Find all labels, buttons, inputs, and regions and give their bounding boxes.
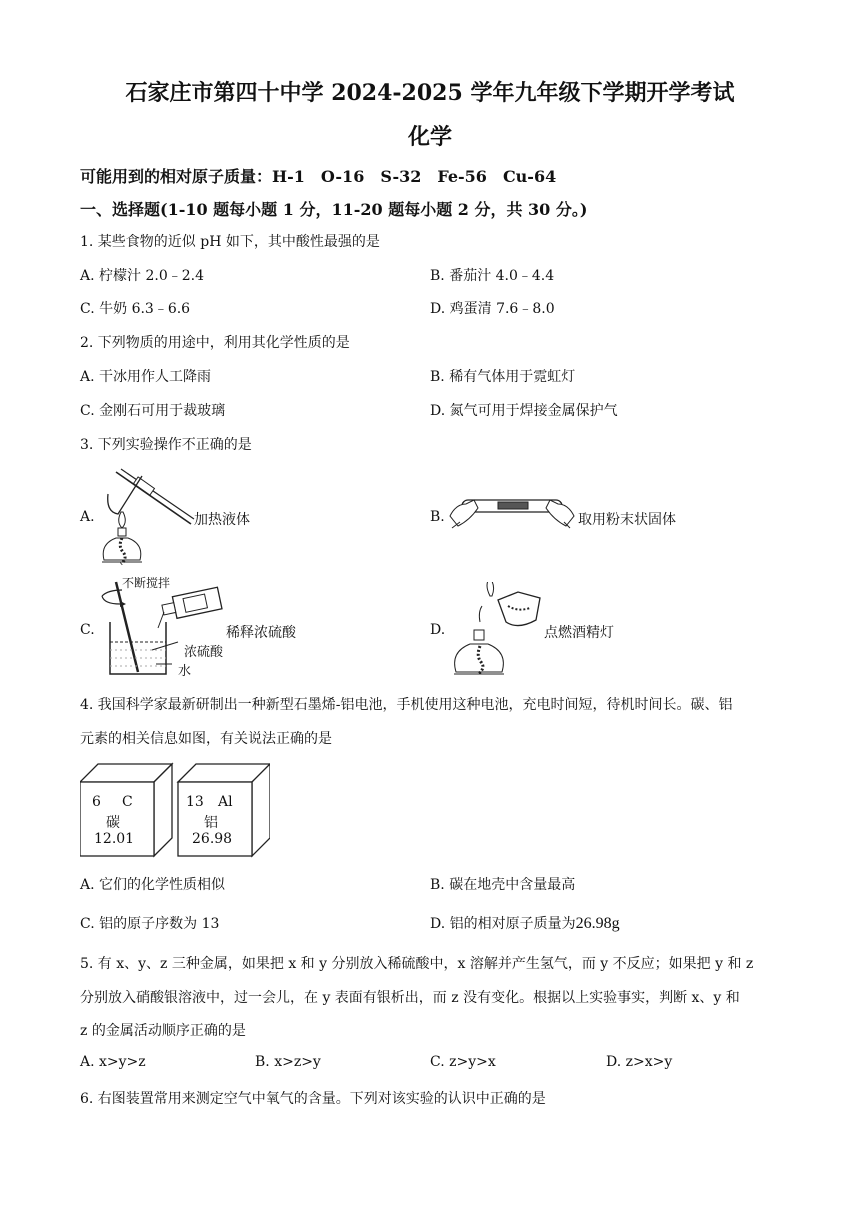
q5-option-d: D. z>x>y [606, 1054, 673, 1070]
q2-option-b: B. 稀有气体用于霓虹灯 [430, 369, 576, 385]
aluminum-number: 13 [186, 794, 204, 810]
aluminum-name: 铝 [204, 815, 218, 831]
q4-option-d-prefix: D. 铝的相对原子质量为 [430, 916, 576, 932]
q5-line1: 5. 有 x、y、z 三种金属，如果把 x 和 y 分别放入稀硫酸中，x 溶解并产生氢气，而 y 不反应；如果把 y 和 z [80, 956, 754, 972]
q1-option-c: C. 牛奶 6.3﹣6.6 [80, 301, 191, 317]
q3-label-stir: 不断搅拌 [122, 576, 171, 590]
q1-stem: 1. 某些食物的近似 pH 如下，其中酸性最强的是 [80, 234, 380, 250]
q3-option-a-letter: A. [80, 509, 95, 525]
q2-option-a: A. 干冰用作人工降雨 [80, 369, 212, 385]
atomic-mass-line: 可能用到的相对原子质量：H-1 O-16 S-32 Fe-56 Cu-64 [80, 167, 557, 186]
q3-label-acid: 浓硫酸 [184, 645, 224, 660]
q1-option-d: D. 鸡蛋清 7.6﹣8.0 [430, 301, 555, 317]
q5-line2: 分别放入硝酸银溶液中，过一会儿，在 y 表面有银析出，而 z 没有变化。根据以上实验事实，判断 x、y 和 [80, 990, 740, 1006]
q3-option-a-caption: 加热液体 [194, 512, 250, 528]
subject-title: 化学 [407, 124, 452, 150]
powder-solid-diagram [448, 486, 576, 536]
q1-option-b: B. 番茄汁 4.0﹣4.4 [430, 268, 555, 284]
light-lamp-diagram [448, 582, 548, 682]
q4-option-d-value: 26.98g [575, 915, 620, 932]
heating-liquid-diagram [96, 464, 196, 574]
q3-option-d-caption: 点燃酒精灯 [544, 625, 614, 641]
q6-stem: 6. 右图装置常用来测定空气中氧气的含量。下列对该实验的认识中正确的是 [80, 1091, 546, 1107]
q4-option-c: C. 铝的原子序数为 13 [80, 916, 220, 932]
q3-option-c-letter: C. [80, 622, 95, 638]
aluminum-symbol: Al [218, 794, 233, 810]
q5-option-c: C. z>y>x [430, 1054, 496, 1070]
q3-option-b-caption: 取用粉末状固体 [578, 512, 676, 528]
q5-line3: z 的金属活动顺序正确的是 [80, 1023, 246, 1039]
q3-stem: 3. 下列实验操作不正确的是 [80, 437, 252, 453]
q4-stem-line2: 元素的相关信息如图，有关说法正确的是 [80, 731, 332, 747]
q2-stem: 2. 下列物质的用途中，利用其化学性质的是 [80, 335, 350, 351]
q4-option-b: B. 碳在地壳中含量最高 [430, 877, 576, 893]
carbon-symbol: C [122, 794, 133, 810]
q5-option-b: B. x>z>y [255, 1054, 321, 1070]
q3-option-d-letter: D. [430, 622, 446, 638]
q4-option-d [430, 913, 620, 933]
carbon-mass: 12.01 [94, 831, 135, 847]
q4-stem-line1: 4. 我国科学家最新研制出一种新型石墨烯-铝电池，手机使用这种电池，充电时间短，待机时间长。碳、铝 [80, 697, 733, 713]
section-heading: 一、选择题(1-10 题每小题 1 分，11-20 题每小题 2 分，共 30 分。) [80, 200, 588, 219]
q3-label-water: 水 [178, 664, 192, 679]
q3-option-b-letter: B. [430, 509, 445, 525]
q3-option-c-caption: 稀释浓硫酸 [226, 625, 296, 641]
q2-option-c: C. 金刚石可用于裁玻璃 [80, 403, 226, 419]
exam-title: 石家庄市第四十中学 2024-2025 学年九年级下学期开学考试 [125, 80, 735, 106]
aluminum-mass: 26.98 [192, 831, 233, 847]
q5-option-a: A. x>y>z [80, 1054, 146, 1070]
q1-option-a: A. 柠檬汁 2.0﹣2.4 [80, 268, 204, 284]
q2-option-d: D. 氮气可用于焊接金属保护气 [430, 403, 618, 419]
q4-option-a: A. 它们的化学性质相似 [80, 877, 226, 893]
carbon-number: 6 [92, 794, 101, 810]
carbon-name: 碳 [106, 815, 120, 831]
